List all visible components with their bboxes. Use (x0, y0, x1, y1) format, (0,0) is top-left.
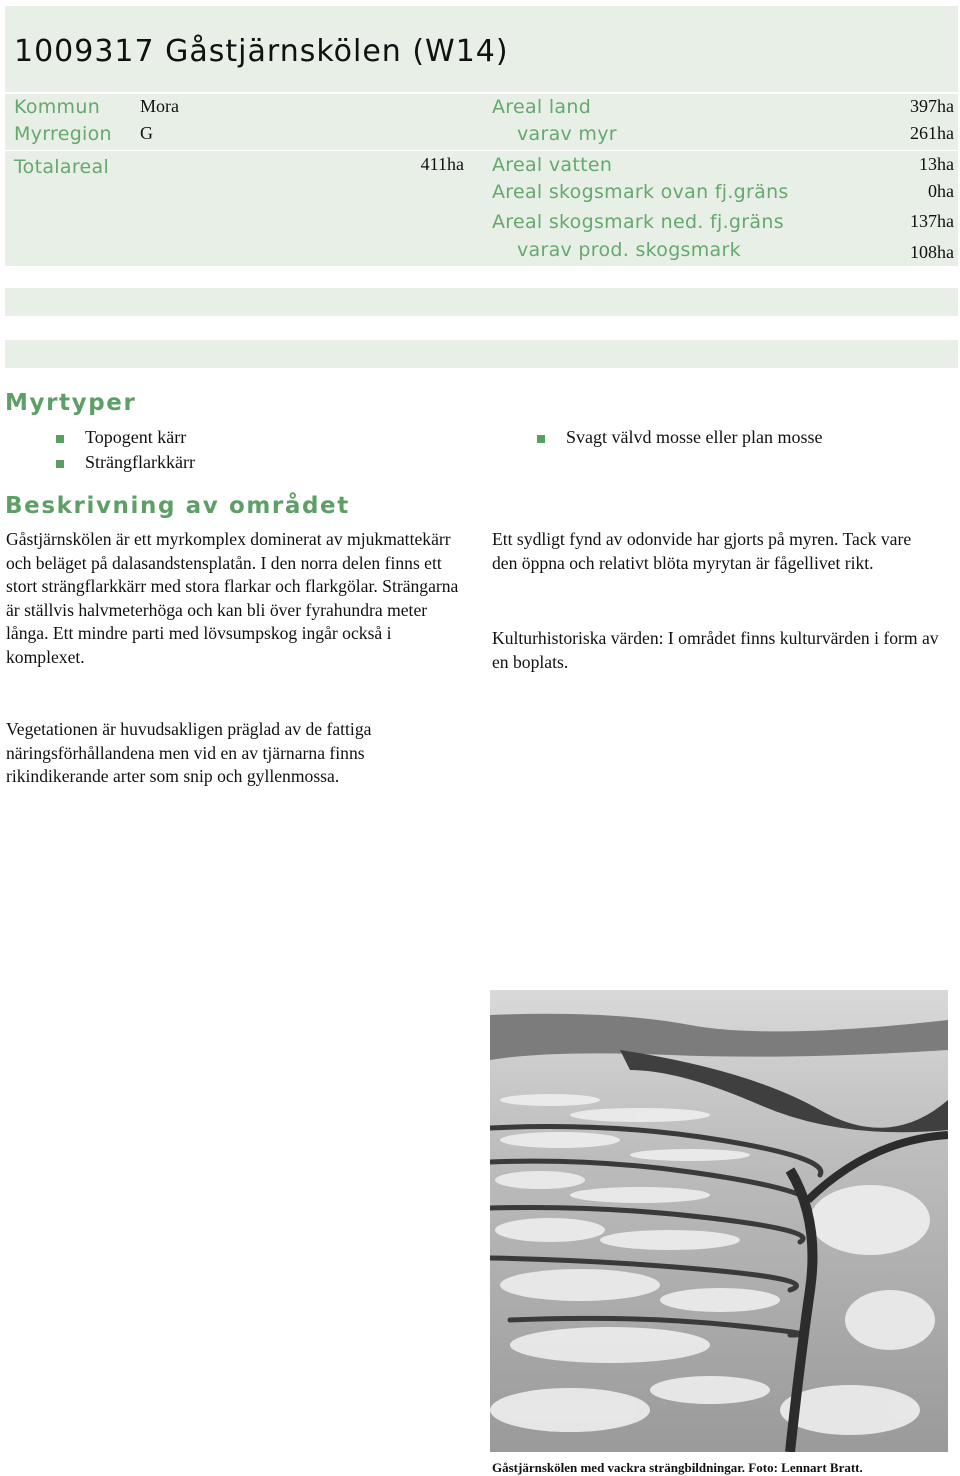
empty-band-1 (5, 288, 958, 316)
skog-ned-label: Areal skogsmark ned. fj.gräns (492, 211, 784, 233)
varav-prod-label: varav prod. skogsmark (517, 239, 741, 261)
beskrivning-heading: Beskrivning av området (5, 493, 350, 519)
description-paragraph: Ett sydligt fynd av odonvide har gjorts på myren. Tack vare den öppna och relativt blöta myrytan är fågellivet rikt. (492, 529, 912, 573)
description-paragraph: Gåstjärnskölen är ett myrkomplex dominerat av mjukmattekärr och beläget på dalasandstensplatån. I den norra delen finns ett stort strängflarkkärr med stora flarkar och flarkgölar. Strängarna är ställvis halvmeterhöga och kan bli över fyrahundra meter långa. Ett mindre parti med lövsumpskog ingår också i komplexet. (6, 529, 459, 667)
info-divider (5, 150, 958, 151)
areal-land-label: Areal land (492, 96, 592, 118)
myrtyp-label: Svagt välvd mosse eller plan mosse (566, 427, 823, 447)
varav-prod-value: 108ha (910, 242, 954, 262)
myrregion-value: G (140, 123, 153, 143)
totalareal-value: 411ha (420, 154, 464, 174)
myrtyper-heading: Myrtyper (5, 390, 137, 416)
myrtyp-label: Topogent kärr (85, 427, 187, 447)
description-paragraph: Vegetationen är huvudsakligen präglad av de fattiga näringsförhållandena men vid en av tjärnarna finns rikindikerande arter som snip och gyllenmossa. (6, 719, 372, 786)
myrregion-label: Myrregion (14, 123, 112, 145)
areal-vatten-value: 13ha (919, 154, 954, 174)
varav-myr-label: varav myr (517, 123, 617, 145)
description-paragraph: Kulturhistoriska värden: I området finns kulturvärden i form av en boplats. (492, 628, 939, 672)
empty-band-2 (5, 340, 958, 368)
skog-ned-value: 137ha (910, 211, 954, 231)
skog-ovan-value: 0ha (928, 181, 954, 201)
myrtyp-item (56, 452, 195, 473)
myrtyp-label: Strängflarkkärr (85, 452, 195, 472)
areal-land-value: 397ha (910, 96, 954, 116)
page-title: 1009317 Gåstjärnskölen (W14) (14, 34, 509, 69)
kommun-value: Mora (140, 96, 179, 116)
square-bullet-icon (56, 435, 64, 443)
square-bullet-icon (537, 435, 545, 443)
kommun-label: Kommun (14, 96, 101, 118)
myrtyp-item (537, 427, 822, 448)
aerial-photo-graphic (490, 990, 948, 1452)
square-bullet-icon (56, 460, 64, 468)
info-band (5, 94, 958, 266)
areal-vatten-label: Areal vatten (492, 154, 613, 176)
aerial-photo (490, 990, 948, 1452)
totalareal-label: Totalareal (14, 156, 110, 178)
myrtyp-item (56, 427, 186, 448)
skog-ovan-label: Areal skogsmark ovan fj.gräns (492, 181, 789, 203)
varav-myr-value: 261ha (910, 123, 954, 143)
photo-caption: Gåstjärnskölen med vackra strängbildningar. Foto: Lennart Bratt. (492, 1460, 863, 1475)
